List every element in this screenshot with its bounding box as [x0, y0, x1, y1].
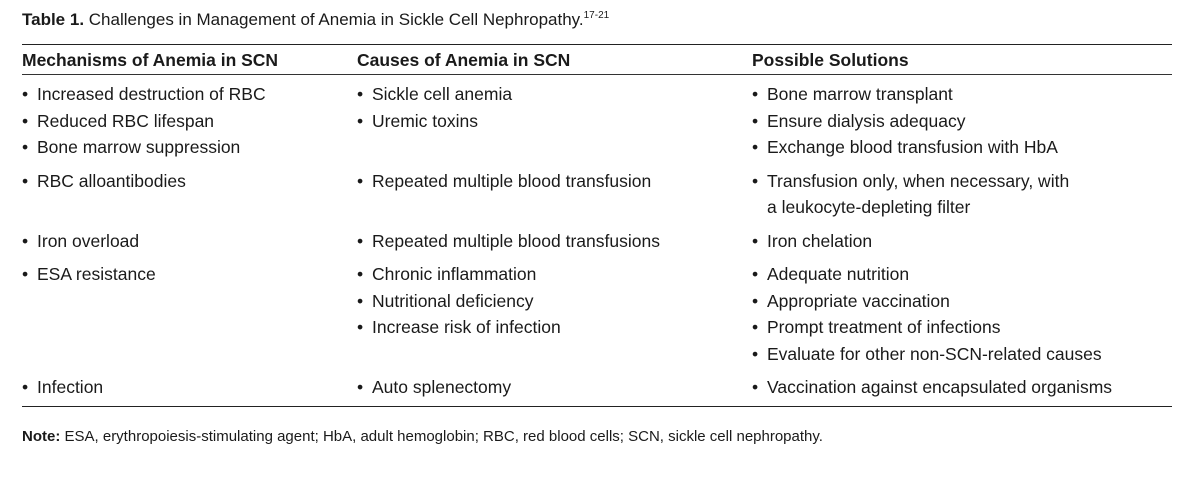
table-row	[22, 374, 1172, 401]
bullet-list	[752, 81, 1172, 161]
table-note-label: Note:	[22, 427, 61, 445]
bullet-list	[752, 261, 1172, 367]
list-item: • Evaluate for other non-SCN-related causes	[752, 341, 1172, 368]
cell-solutions	[752, 374, 1172, 401]
cell-solutions	[752, 228, 1172, 255]
list-item-line: a leukocyte-depleting filter	[767, 197, 971, 217]
cell-mechanisms	[22, 81, 357, 161]
list-item	[752, 168, 1172, 221]
list-item: • Bone marrow suppression	[22, 134, 357, 161]
list-item: • Repeated multiple blood transfusions	[357, 228, 752, 255]
list-item: • Increased destruction of RBC	[22, 81, 357, 108]
table-header-row	[22, 45, 1172, 74]
list-item: • Repeated multiple blood transfusion	[357, 168, 752, 195]
table-row	[22, 261, 1172, 367]
header-causes: Causes of Anemia in SCN	[357, 49, 571, 70]
table-row	[22, 81, 1172, 161]
list-item: • Increase risk of infection	[357, 314, 752, 341]
cell-solutions	[752, 168, 1172, 221]
row-gap	[22, 254, 1172, 261]
table-caption-refs: 17-21	[583, 10, 610, 21]
table-figure	[22, 8, 1172, 447]
cell-causes	[357, 81, 752, 134]
bullet-list	[22, 261, 357, 288]
cell-solutions	[752, 261, 1172, 367]
bullet-list	[357, 261, 752, 341]
cell-causes	[357, 228, 752, 255]
bullet-list	[22, 228, 357, 255]
cell-mechanisms	[22, 168, 357, 195]
row-gap	[22, 221, 1172, 228]
bullet-list	[22, 374, 357, 401]
bullet-list	[357, 374, 752, 401]
list-item: • Iron overload	[22, 228, 357, 255]
list-item: • Appropriate vaccination	[752, 288, 1172, 315]
list-item: • Sickle cell anemia	[357, 81, 752, 108]
cell-causes	[357, 261, 752, 341]
list-item: • Prompt treatment of infections	[752, 314, 1172, 341]
table-row	[22, 228, 1172, 255]
list-item: • Exchange blood transfusion with HbA	[752, 134, 1172, 161]
list-item: • RBC alloantibodies	[22, 168, 357, 195]
cell-solutions	[752, 81, 1172, 161]
list-item-line: • Transfusion only, when necessary, with	[767, 170, 1070, 191]
bullet-list	[357, 168, 752, 195]
table-note-text: ESA, erythropoiesis-stimulating agent; HbA, adult hemoglobin; RBC, red blood cells; SCN, sickle cell nephropathy.	[60, 427, 823, 445]
list-item: • Adequate nutrition	[752, 261, 1172, 288]
table-note	[22, 427, 1172, 447]
table-caption	[22, 8, 1172, 32]
list-item: • Nutritional deficiency	[357, 288, 752, 315]
list-item: • Bone marrow transplant	[752, 81, 1172, 108]
bullet-list	[752, 228, 1172, 255]
bullet-list	[357, 81, 752, 134]
list-item: • Uremic toxins	[357, 108, 752, 135]
header-solutions: Possible Solutions	[752, 49, 909, 70]
table-caption-text: Challenges in Management of Anemia in Sickle Cell Nephropathy.	[84, 10, 584, 29]
row-gap	[22, 161, 1172, 168]
row-gap	[22, 367, 1172, 374]
bullet-list	[22, 81, 357, 161]
table-body	[22, 75, 1172, 406]
table-row	[22, 168, 1172, 221]
list-item: • Chronic inflammation	[357, 261, 752, 288]
bullet-list	[357, 228, 752, 255]
list-item: • Reduced RBC lifespan	[22, 108, 357, 135]
list-item: • ESA resistance	[22, 261, 357, 288]
table-bottom-rule	[22, 406, 1172, 407]
list-item: • Vaccination against encapsulated organisms	[752, 374, 1172, 401]
list-item: • Ensure dialysis adequacy	[752, 108, 1172, 135]
cell-causes	[357, 168, 752, 195]
bullet-list	[752, 168, 1172, 221]
cell-mechanisms	[22, 261, 357, 288]
header-mechanisms: Mechanisms of Anemia in SCN	[22, 49, 279, 70]
list-item: • Infection	[22, 374, 357, 401]
bullet-list	[752, 374, 1172, 401]
cell-mechanisms	[22, 374, 357, 401]
table-caption-label: Table 1.	[22, 10, 85, 29]
list-item: • Iron chelation	[752, 228, 1172, 255]
cell-mechanisms	[22, 228, 357, 255]
list-item: • Auto splenectomy	[357, 374, 752, 401]
cell-causes	[357, 374, 752, 401]
bullet-list	[22, 168, 357, 195]
